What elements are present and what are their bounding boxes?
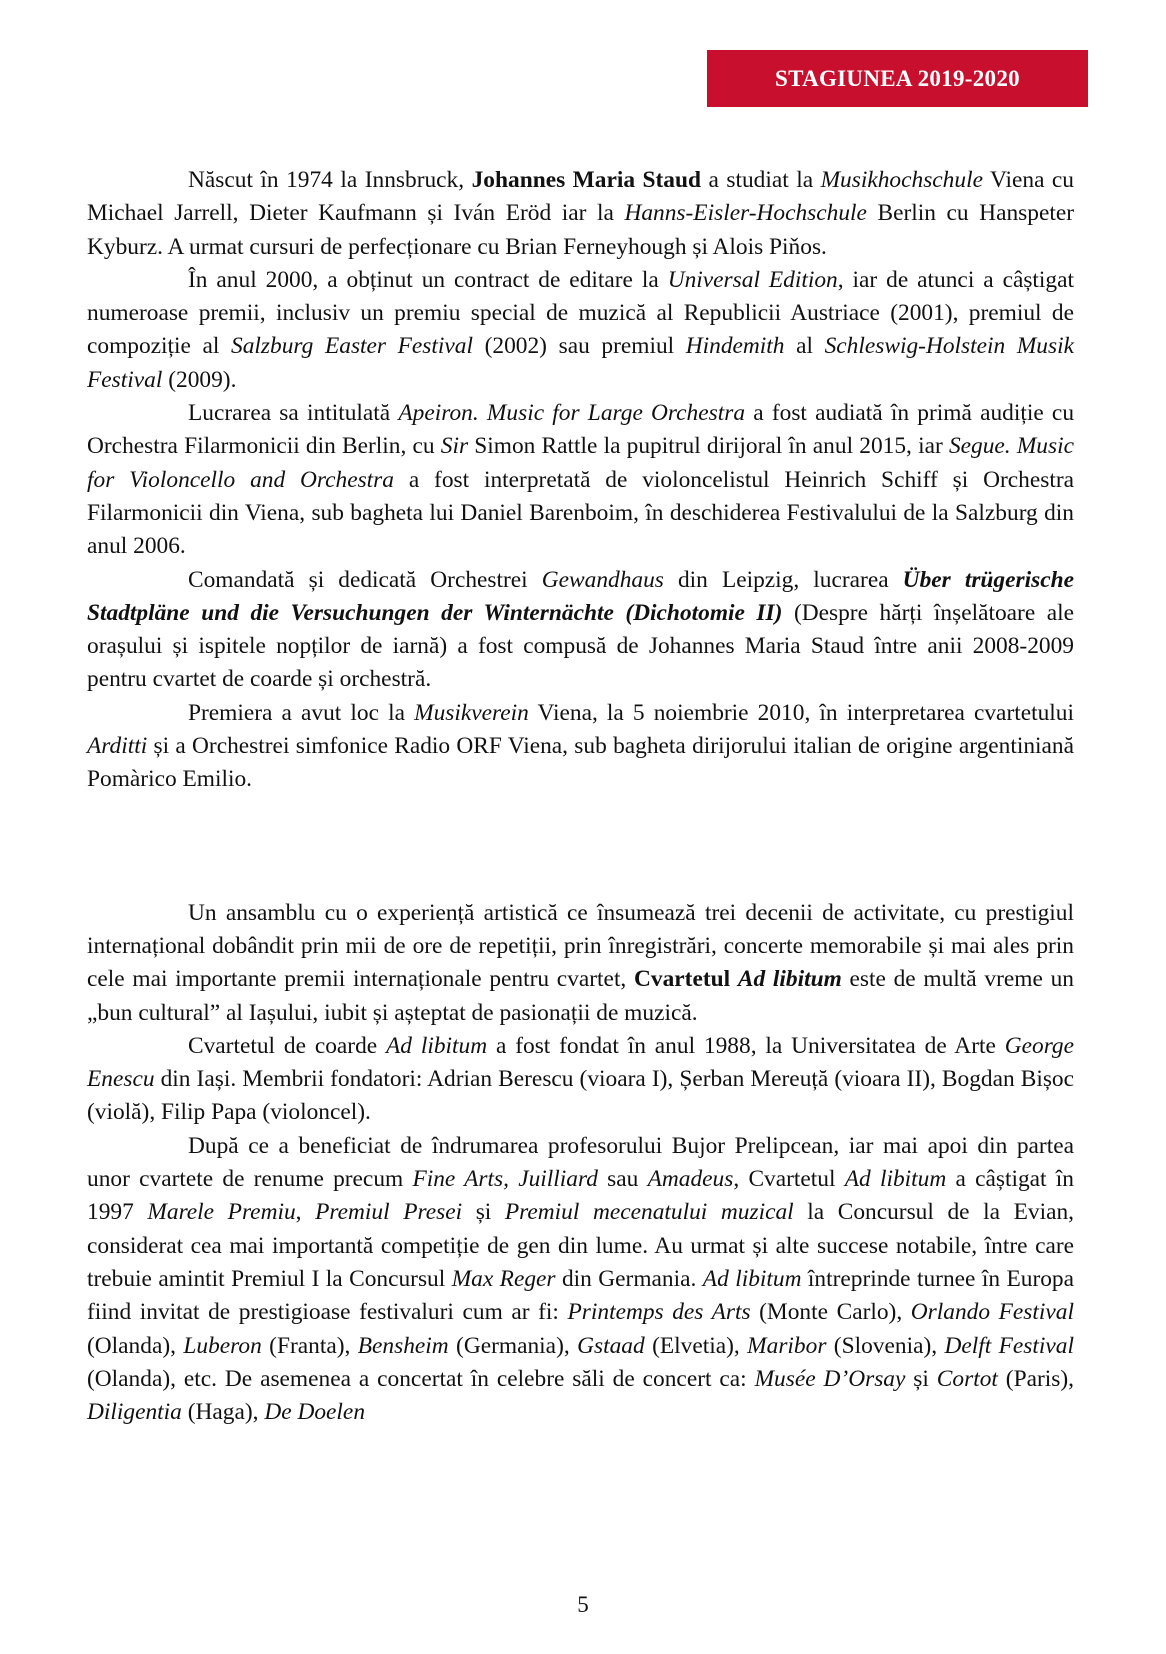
text-run: După ce a beneficiat de îndrumarea profesorului Bujor Prelipcean, iar mai apoi din partea unor cvartete de renume precum xyxy=(87,1132,1074,1193)
emphasis-run: De Doelen xyxy=(264,1399,366,1426)
emphasis-run: Salzburg Easter Festival xyxy=(231,333,473,360)
emphasis-run: Bensheim xyxy=(357,1332,449,1359)
emphasis-run: Cvartetul xyxy=(634,966,738,993)
paragraph xyxy=(87,264,1074,397)
text-run: din Iași. Membrii fondatori: Adrian Berescu (vioara I), Șerban Mereuță (vioara II), Bogdan Bișoc (violă), Filip Papa (violoncel). xyxy=(87,1066,1074,1126)
text-run: (Germania), xyxy=(448,1332,578,1359)
text-run: și a Orchestrei simfonice Radio ORF Viena, sub bagheta dirijorului italian de origine argentiniană Pomàrico Emilio. xyxy=(87,733,1074,793)
page-number xyxy=(0,1592,1166,1618)
text-run: Berlin cu Hanspeter Kyburz. A urmat cursuri de perfecționare cu Brian Ferneyhough și Alois Piňos. xyxy=(87,200,1075,260)
emphasis-run: Printemps des Arts xyxy=(567,1299,751,1326)
text-run: (Olanda), etc. De asemenea a concertat în celebre săli de concert ca: xyxy=(87,1365,755,1392)
emphasis-run: Musikverein xyxy=(414,699,529,726)
text-run: , Cvartetul xyxy=(733,1166,845,1193)
emphasis-run: Gstaad xyxy=(577,1332,645,1359)
paragraph xyxy=(87,1130,1074,1430)
paragraph xyxy=(87,1030,1074,1130)
emphasis-run: Ad libitum xyxy=(702,1265,802,1292)
text-run: (Despre hărți înșelătoare ale orașului și ispitele nopților de iarnă) a fost compusă de Johannes Maria Staud între anii 2008-2009 pentru cvartet de coarde și orchestră. xyxy=(87,599,1074,693)
text-run: (Elvetia), xyxy=(644,1332,748,1359)
text-run: a fost fondat în anul 1988, la Universitatea de Arte xyxy=(487,1032,1005,1059)
text-run: (Slovenia), xyxy=(826,1332,945,1359)
text-run: și xyxy=(905,1365,937,1392)
paragraph xyxy=(87,897,1074,1030)
text-run: din Germania. xyxy=(555,1265,703,1292)
emphasis-run: Musée D’Orsay xyxy=(754,1365,906,1392)
text-run: Premiera a avut loc la xyxy=(188,699,415,726)
emphasis-run: Apeiron. Music for Large Orchestra xyxy=(398,400,746,427)
emphasis-run: Cortot xyxy=(936,1365,998,1392)
emphasis-run: Fine Arts, Juilliard xyxy=(412,1166,598,1193)
text-run: a fost audiată în primă audiție cu Orchestra Filarmonicii din Berlin, cu xyxy=(87,400,1075,460)
emphasis-run: Universal Edition xyxy=(667,266,838,293)
emphasis-run: Arditti xyxy=(87,733,148,760)
paragraph xyxy=(87,564,1074,697)
text-run: sau xyxy=(597,1166,648,1193)
emphasis-run: Delft Festival xyxy=(944,1332,1074,1359)
text-run: (Paris), xyxy=(997,1365,1075,1392)
text-run: la Concursul de la Evian, considerat cea mai importantă competiție de gen din lume. Au urmat și alte succese notabile, între care trebuie amintit Premiul I la Concursul xyxy=(87,1199,1075,1292)
emphasis-run: Maribor xyxy=(747,1332,827,1359)
emphasis-run: Segue. Music for Violoncello and Orchestra xyxy=(87,433,1074,493)
emphasis-run: Gewandhaus xyxy=(541,566,664,593)
text-run: a fost interpretată de violoncelistul Heinrich Schiff și Orchestra Filarmonicii din Viena, sub bagheta lui Daniel Barenboim, în deschiderea Festivalului de la Salzburg din anul 2006. xyxy=(87,466,1074,560)
text-run: Comandată și dedicată Orchestrei xyxy=(188,566,542,593)
emphasis-run: Ad libitum xyxy=(386,1032,488,1059)
emphasis-run: Schleswig-Holstein Musik Festival xyxy=(87,333,1074,393)
emphasis-run: Musikhochschule xyxy=(820,167,983,193)
emphasis-run: Amadeus xyxy=(647,1166,734,1193)
emphasis-run: Ad libitum xyxy=(737,966,842,993)
page-body xyxy=(87,164,1074,1429)
emphasis-run: Sir xyxy=(440,433,469,460)
paragraph xyxy=(87,397,1074,563)
emphasis-run: Premiul mecenatului muzical xyxy=(504,1199,794,1226)
text-run: Viena cu Michael Jarrell, Dieter Kaufmann și Iván Eröd iar la xyxy=(87,167,1075,227)
paragraph xyxy=(87,164,1074,264)
text-run: a studiat la xyxy=(701,167,821,193)
emphasis-run: Diligentia xyxy=(87,1399,182,1426)
emphasis-run: Max Reger xyxy=(451,1265,556,1292)
emphasis-run: Premiul Presei xyxy=(315,1199,463,1226)
paragraph xyxy=(87,697,1074,797)
text-run: și xyxy=(462,1199,505,1226)
emphasis-run: Johannes Maria Staud xyxy=(471,167,702,193)
text-run: Viena, la 5 noiembrie 2010, în interpretarea cvartetului xyxy=(528,699,1074,726)
emphasis-run: Luberon xyxy=(183,1332,262,1359)
text-run: , iar de atunci a câștigat numeroase premii, inclusiv un premiu special de muzică al Republicii Austriace (2001), premiul de compoziție al xyxy=(87,266,1075,360)
season-label: STAGIUNEA 2019-2020 xyxy=(775,65,1020,91)
text-run: În anul 2000, a obținut un contract de editare la xyxy=(188,266,668,293)
emphasis-run: George Enescu xyxy=(87,1032,1074,1093)
text-run: este de multă vreme un „bun cultural” al Iașului, iubit și așteptat de pasionații de muzică. xyxy=(87,966,1074,1026)
text-run: (2002) sau premiul xyxy=(473,333,686,360)
text-run: , xyxy=(295,1199,316,1226)
text-run: Un ansamblu cu o experiență artistică ce însumează trei decenii de activitate, cu prestigiul internațional dobândit prin mii de ore de repetiții, prin înregistrări, concerte memorabile și mai ales prin cele mai importante premii internaționale pentru cvartet, xyxy=(87,899,1074,993)
text-run: Născut în 1974 la Innsbruck, xyxy=(188,167,472,193)
emphasis-run: Marele Premiu xyxy=(147,1199,296,1226)
text-run: (Monte Carlo), xyxy=(750,1299,911,1326)
text-run: (2009). xyxy=(162,366,237,393)
emphasis-run: Über trügerische Stadtpläne und die Versuchungen der Winternächte (Dichotomie II) xyxy=(87,566,1074,626)
page-number-text: 5 xyxy=(577,1592,589,1617)
season-banner xyxy=(707,50,1088,107)
text-run: Cvartetul de coarde xyxy=(188,1032,386,1059)
text-run: Lucrarea sa intitulată xyxy=(188,400,399,427)
emphasis-run: Hanns-Eisler-Hochschule xyxy=(624,200,867,227)
text-run: Simon Rattle la pupitrul dirijoral în anul 2015, iar xyxy=(468,433,949,460)
emphasis-run: Orlando Festival xyxy=(910,1299,1074,1326)
text-run: (Franta), xyxy=(261,1332,358,1359)
text-run: (Olanda), xyxy=(87,1332,184,1359)
text-run: din Leipzig, lucrarea xyxy=(663,566,903,593)
emphasis-run: Ad libitum xyxy=(844,1166,947,1193)
text-run: a câștigat în 1997 xyxy=(87,1166,1074,1226)
text-run: al xyxy=(784,333,825,360)
text-run: (Haga), xyxy=(181,1399,265,1426)
emphasis-run: Hindemith xyxy=(685,333,785,360)
text-run: întreprinde turnee în Europa fiind invitat de prestigioase festivaluri cum ar fi: xyxy=(87,1265,1075,1326)
section-gap xyxy=(87,797,1074,897)
